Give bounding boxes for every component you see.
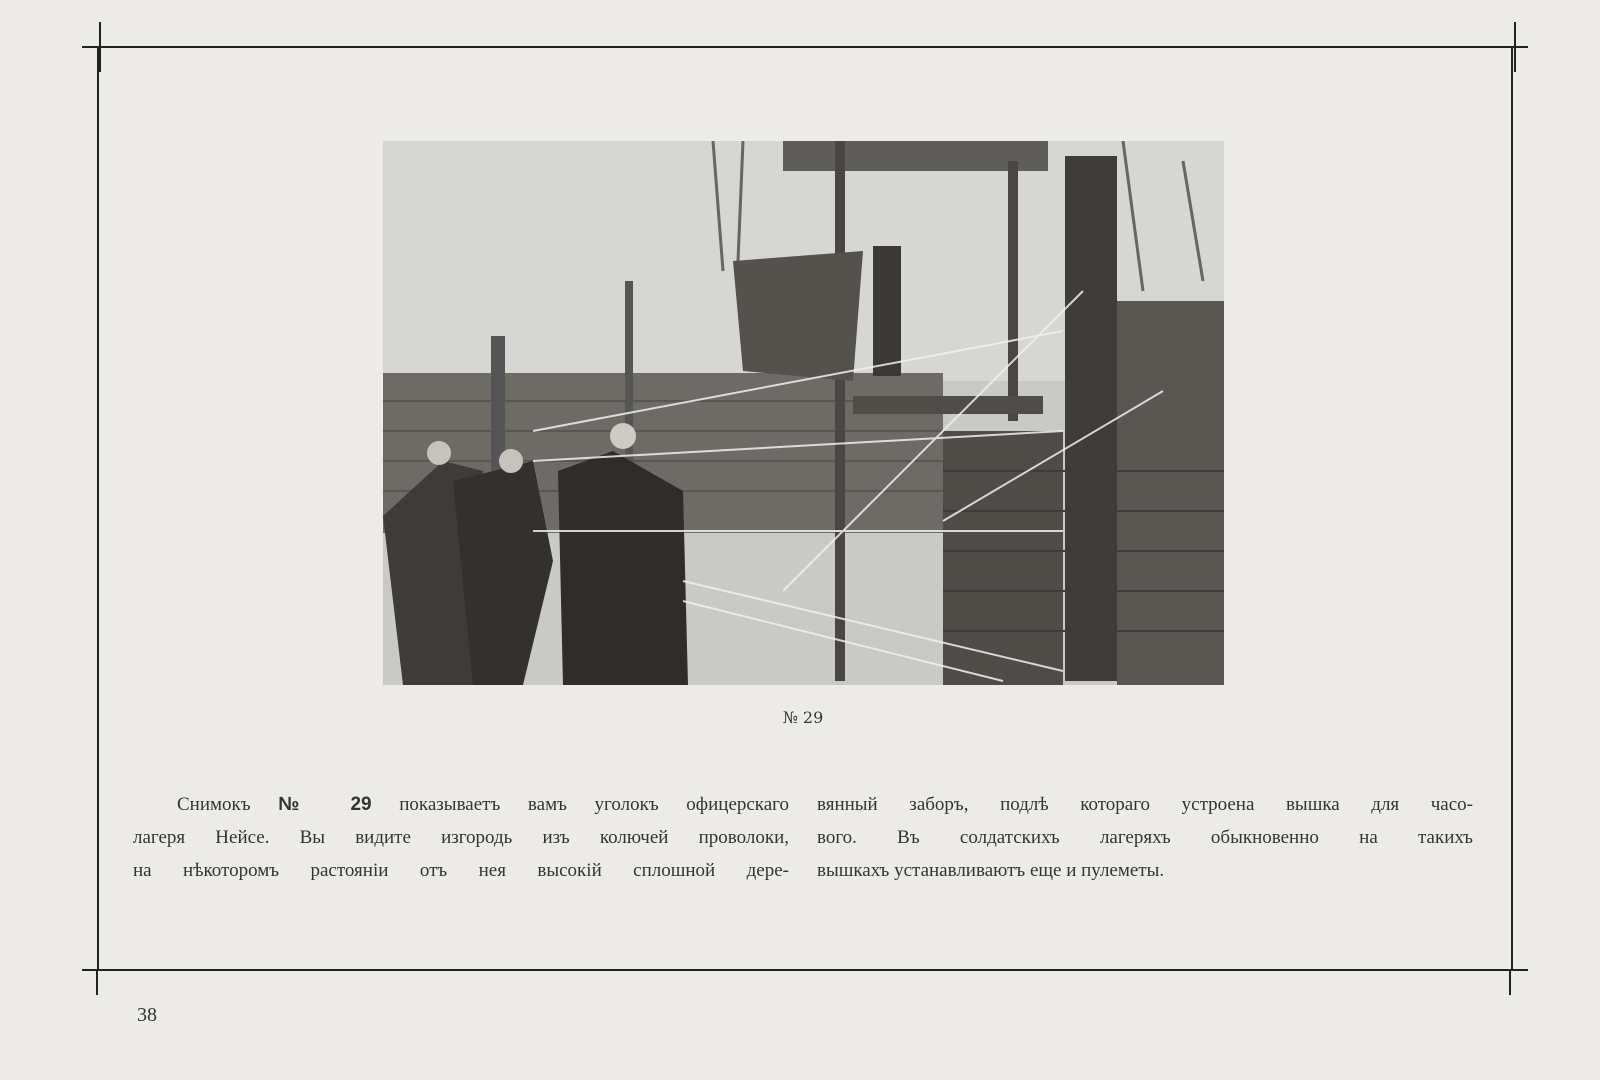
text-intro: Снимокъ <box>177 794 251 815</box>
frame-right <box>1511 47 1513 970</box>
paragraph-line: вого. Въ солдатскихъ лагеряхъ обыкновенно на такихъ <box>817 827 1473 848</box>
frame-left <box>97 47 99 970</box>
photo-caption: № 29 <box>782 708 824 727</box>
paragraph-line <box>133 788 789 821</box>
paragraph-line: на нѣкоторомъ растояніи отъ нея высокій сплошной дере- <box>133 860 789 881</box>
text-column-right <box>817 788 1473 887</box>
paragraph-line: лагеря Нейсе. Вы видите изгородь изъ колючей проволоки, <box>133 827 789 848</box>
photograph-camp-fence <box>383 141 1224 685</box>
bottom-tick-left <box>96 970 98 995</box>
bottom-tick-right <box>1509 970 1511 995</box>
top-tick-left <box>99 22 101 72</box>
top-tick-right <box>1514 22 1516 72</box>
bottom-rule <box>82 969 1528 971</box>
text-line-rest: показываетъ вамъ уголокъ офицерскаго <box>399 794 790 815</box>
photo-reference: № 29 <box>278 794 372 815</box>
paragraph-line: вышкахъ устанавливаютъ еще и пулеметы. <box>817 860 1165 881</box>
page-number: 38 <box>137 1004 157 1026</box>
paragraph-line: вянный заборъ, подлѣ котораго устроена вышка для часо- <box>817 794 1473 815</box>
text-column-left <box>133 788 789 887</box>
top-rule <box>82 46 1528 48</box>
